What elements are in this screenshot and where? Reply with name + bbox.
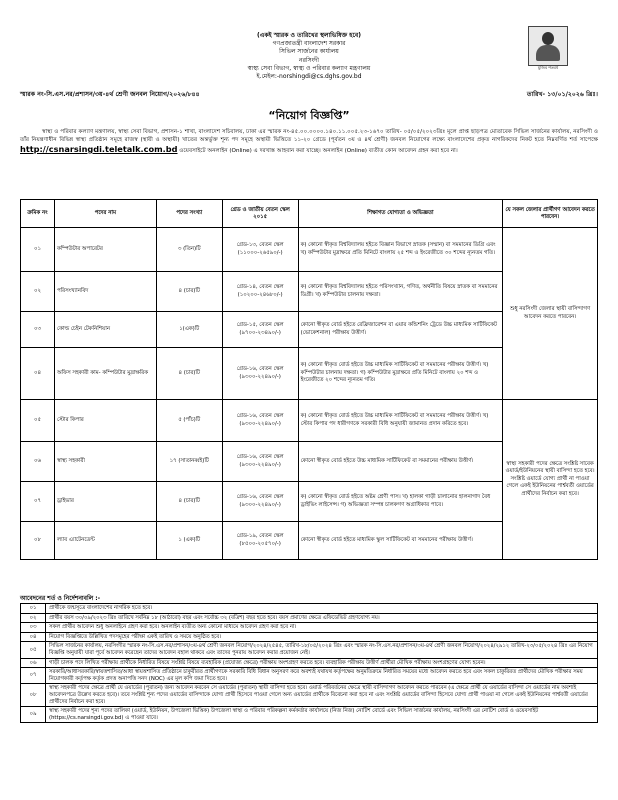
condition-number: ০৮ — [21, 684, 46, 707]
intro-text-2: ওয়েবসাইটে অনলাইন (Online) এ দরখাস্ত আহবান করা যাচ্ছে। অনলাইন (Online) ব্যতীত কোন আবেদন গ্রহন করা হবে না। — [179, 147, 458, 154]
conditions-table — [20, 603, 598, 723]
condition-row — [21, 613, 598, 623]
condition-text: প্রার্থীর বয়স ৩০/০৯/২০২৩ খ্রিঃ তারিখে সর্বনিম্ন ১৮ (আঠারো) বছর এবং সর্বোচ্চ ৩২ (বত্রিশ) বছর হতে হবে। বয়স প্রমাণের ক্ষেত্রে এফিডেভিট গ্রহণযোগ্য নয়। — [46, 613, 598, 623]
eligible-districts-b: স্বাস্থ্য সহকারী পদের ক্ষেত্রে সংশ্লিষ্ট সাবেক ওয়ার্ড/ইউনিয়নের স্থায়ী বাসিন্দা হতে হবে। সংশ্লিষ্ট ওয়ার্ডে যোগ্য প্রার্থী না পাওয়া গেলে একই ইউনিয়নের পার্শ্ববর্তী ওয়ার্ডের প্রার্থীদের নির্বাচন করা হবে। — [503, 400, 598, 560]
condition-number: ০৩ — [21, 623, 46, 633]
condition-number: ০৯ — [21, 707, 46, 723]
condition-text: নিয়োগ বিজ্ঞপ্তিতে উল্লিখিত পদসমূহের পরীক্ষা একই তারিখ ও সময়ে অনুষ্ঠিত হবে। — [46, 632, 598, 642]
portrait-caption: মুজিব শতবর্ষ — [537, 65, 559, 70]
condition-text: স্বাস্থ্য সহকারী পদের শূন্য পদের তালিকা (ওয়ার্ড, ইউনিয়ন, উপজেলা ভিত্তিক) উপজেলা স্বাস্থ্য ও পরিবার পরিকল্পনা কর্মকর্তার কার্যালয়ে (নিজ নিজ) নোটিশ বোর্ডে এবং সিভিল সার্জনের কার্যালয়, নরসিংদী এর নোটিশ বোর্ড ও ওয়েবসাইট (https://cs.narsingdi.gov.bd) এ পাওয়া যাবে। — [46, 707, 598, 723]
office-email: ই.মেইল:-norshingdi@cs.dghs.gov.bd — [256, 73, 362, 81]
condition-text: স্বাস্থ্য সহকারী পদের ক্ষেত্রে প্রার্থী যে ওয়ার্ডের (পুরাতন) জন্য আবেদন করবেন সে ওয়ার্ডের (পুরাতন) স্থায়ী বাসিন্দা হতে হবে। ওয়ার্ড পরিবর্তনের ক্ষেত্রে স্থায়ী বাসিন্দাগণ আবেদন করতে পারবেন (এ ক্ষেত্রে প্রার্থী যে ওয়ার্ডের বাসিন্দা সে ওয়ার্ডের নাম অবশ্যই আবেদনপত্রে উল্লেখ করতে হবে)। তবে সংশ্লিষ্ট শূন্য পদের ওয়ার্ডের বাসিন্দাকে যোগ্য প্রার্থী হিসেবে পাওয়া গেলে অন্য ওয়ার্ডের প্রার্থীকে বিবেচনা করা হবে না এবং সংশ্লিষ্ট ওয়ার্ডের বাসিন্দা হিসেবে যোগ্য প্রার্থী পাওয়া না গেলে একই ইউনিয়নের পার্শ্ববর্তী ওয়ার্ডের প্রার্থীদের নির্বাচন করা হবে। — [46, 684, 598, 707]
intro-paragraph — [20, 128, 598, 155]
intro-text: স্বাস্থ্য ও পরিবার কল্যাণ মন্ত্রণালয়, স্বাস্থ্য সেবা বিভাগ, প্রশাসন-১ শাখা, বাংলাদেশ সচিবালয়, ঢাকা এর স্মারক নং-৪৫.০০.০০০০.১৪০.১১.০০৫.২৩-১৬৭০ তারিখ- ০৫/০৫/২০২৩খ্রিঃ মূলে প্রাপ্ত ছাড়পত্র মোতাবেক সিভিল সার্জনের কার্যালয়, নরসিংদী ও তাঁর নিয়ন্ত্রণাধীন বিভিন্ন স্বাস্থ্য প্রতিষ্ঠান সমূহে রাজস্ব (স্থায়ী ও অস্থায়ী) খাতের অন্তর্ভুক্ত শূন্য পদ সমূহে অস্থায়ী ভিত্তিতে ১১-২০ গ্রেডে (পূর্বতন ৩য় ও ৪র্থ শ্রেণী) জনবল নিয়োগের লক্ষ্যে বাংলাদেশের প্রকৃত নাগরিকদের নিকট হতে নিম্নবর্ণিত শর্ত সাপেক্ষে — [20, 129, 598, 144]
vacancy-table — [20, 199, 598, 560]
table-row: ০১ কম্পিউটার অপারেটর ৩ (তিন)টি গ্রেড-১৩, বেতন স্কেল (১১০০০-২৬৫৯০/-) ক) কোনো স্বীকৃত বিশ্ববিদ্যালয় হইতে বিজ্ঞান বিভাগে স্নাতক (সম্মান) বা সমমানের ডিগ্রি এবং খ) কম্পিউটার মুদ্রাক্ষরে প্রতি মিনিটে বাংলায় ২৫ শব্দ ও ইংরেজীতে ৩০ শব্দের ন্যূনতম গতি। শুধু নরসিংদী জেলার স্থায়ী বাসিন্দাগণ আবেদন করতে পারবেন। — [21, 228, 598, 272]
col-grade: গ্রেড ও জাতীয় বেতন স্কেল ২০১৫ — [222, 200, 298, 228]
col-serial: ক্রমিক নং — [21, 200, 55, 228]
condition-number: ০৭ — [21, 668, 46, 684]
application-website-link[interactable]: http://csnarsingdi.teletalk.com.bd — [20, 143, 178, 154]
condition-row — [21, 684, 598, 707]
condition-row — [21, 623, 598, 633]
table-row: ০২ পরিসংখ্যানবিদ ৪ (চার)টি গ্রেড-১৪, বেতন স্কেল (১০২০০-২৪৬৮০/-) ক) কোনো স্বীকৃত বিশ্ববিদ্যালয় হইতে পরিসংখ্যান, গণিত, অর্থনীতি বিষয়ে স্নাতক বা সমমানের ডিগ্রী। খ) কম্পিউটার চালনায় দক্ষতা। — [21, 272, 598, 312]
eligible-districts-a: শুধু নরসিংদী জেলার স্থায়ী বাসিন্দাগণ আবেদন করতে পারবেন। — [503, 228, 598, 400]
condition-row — [21, 668, 598, 684]
condition-row — [21, 604, 598, 614]
condition-text: সরকারি/আধাসরকারি/স্বায়ত্তশাসিত/আধা স্বায়ত্তশাসিত প্রতিষ্ঠানে চাকুরীরত প্রার্থীগণকে সরকারি বিধি বিধান অনুসরণ করে অবশ্যই যথাযথ কর্তৃপক্ষের অনুমতিক্রমে নির্ধারিত সময়ের মধ্যে আবেদন করতে হবে এবং সকল চাকুরিরত প্রার্থীদের মৌখিক পরীক্ষার সময় নিয়োগকারী কর্তৃপক্ষ কর্তৃক প্রদত্ত অনাপত্তি সনদ (NOC) এর মূল কপি জমা দিতে হবে। — [46, 668, 598, 684]
condition-text: সকল প্রার্থীর আবেদন শুধু অনলাইনে গ্রহণ করা হবে। অনলাইন ব্যতীত অন্য কোনো মাধ্যমে আবেদন গ্রহণ করা হবে না। — [46, 623, 598, 633]
condition-text: প্রার্থীকে জন্মসূত্রে বাংলাদেশের নাগরিক হতে হবে। — [46, 604, 598, 614]
condition-row — [21, 707, 598, 723]
condition-number: ০২ — [21, 613, 46, 623]
col-post: পদের নাম — [54, 200, 156, 228]
condition-number: ০৬ — [21, 658, 46, 668]
portrait-image — [528, 26, 568, 70]
district-name: নরসিংদী — [298, 56, 319, 64]
condition-number: ০১ — [21, 604, 46, 614]
col-qualification: শিক্ষাগত যোগ্যতা ও অভিজ্ঞতা — [298, 200, 503, 228]
col-count: পদের সংখ্যা — [156, 200, 222, 228]
condition-row — [21, 658, 598, 668]
col-eligible-districts: যে সকল জেলার প্রার্থীগণ আবেদন করতে পারবেন। — [503, 200, 598, 228]
table-header-row — [21, 200, 598, 228]
condition-text: সিভিল সার্জনের কার্যালয়, নরসিংদীর স্মারক নং-সি.এস.নর/প্রশাসন/৩য়-৪র্থ শ্রেণী জনবল নিয়োগ/২০২৪/২৫৪৫, তারিখ-১৮/০৫/২০২৪ খ্রিঃ এবং স্মারক নং-সি.এস.নর/প্রশাসন/৩য়-৪র্থ শ্রেণী জনবল নিয়োগ/২০২৪/২৯১২ তারিখ-২৩/০৫/২০২৪ খ্রিঃ এর নিয়োগ বিজ্ঞপ্তি অনুযায়ী যারা পূর্বে আবেদন করেছেন তাদের আবেদন বহাল থাকবে এবং তাদের পুনরায় আবেদন করার প্রয়োজন নেই। — [46, 642, 598, 658]
table-row: ০৮ ল্যাব এ্যাটেনডেন্ট ১ (এক)টি গ্রেড-১৯, বেতন স্কেল (৮৫০০-২০৫৭০/-) কোনো স্বীকৃত বোর্ড হইতে মাধ্যমিক স্কুল সার্টিফিকেট বা সমমানের পরীক্ষায় উত্তীর্ণ। — [21, 522, 598, 560]
ministry-name: স্বাস্থ্য সেবা বিভাগ, স্বাস্থ্য ও পরিবার কল্যাণ মন্ত্রণালয় — [247, 64, 371, 72]
condition-row — [21, 632, 598, 642]
notice-title: “নিয়োগ বিজ্ঞপ্তি” — [268, 109, 350, 122]
condition-text: গাড়ী চালক পদে লিখিত পরীক্ষায় প্রার্থীকে নির্ধারিত বিষয়ে সংশ্লিষ্ট বিষয়ে ব্যবহারিক (প্রযোজ্য ক্ষেত্রে) পরীক্ষায় অংশগ্রহণ করতে হবে। ব্যবহারিক পরীক্ষায় উত্তীর্ণ প্রার্থীরা মৌখিক পরীক্ষায় অংশগ্রহণের যোগ্য হবেন। — [46, 658, 598, 668]
table-row: ০৫ স্টোর কিপার ৫ (পাঁচ)টি গ্রেড-১৬, বেতন স্কেল (৯৩০০-২২৪৯০/-) ক) কোনো স্বীকৃত বোর্ড হইতে উচ্চ মাধ্যমিক সার্টিফিকেট বা সমমানের পরীক্ষায় উত্তীর্ণ। খ) স্টোর কিপার পদ ধারীগণকে সরকারী বিধি অনুযায়ী জামানত প্রদান করিতে হবে। স্বাস্থ্য সহকারী পদের ক্ষেত্রে সংশ্লিষ্ট সাবেক ওয়ার্ড/ইউনিয়নের স্থায়ী বাসিন্দা হতে হবে। সংশ্লিষ্ট ওয়ার্ডে যোগ্য প্রার্থী না পাওয়া গেলে একই ইউনিয়নের পার্শ্ববর্তী ওয়ার্ডের প্রার্থীদের নির্বাচন করা হবে। — [21, 400, 598, 442]
condition-number: ০৪ — [21, 632, 46, 642]
office-name: সিভিল সার্জনের কার্যালয় — [279, 48, 339, 56]
conditions-title: আবেদনের শর্ত ও নির্দেশনাবলি :- — [20, 595, 101, 602]
table-row: ০৬ স্বাস্থ্য সহকারী ১৭ (সাতানব্বই)টি গ্রেড-১৬, বেতন স্কেল (৯৩০০-২২৪৯০/-) কোনো স্বীকৃত বোর্ড হইতে উচ্চ মাধ্যমিক সার্টিফিকেট বা সমমানের পরীক্ষায় উত্তীর্ণ। — [21, 442, 598, 482]
memo-number: স্মারক নং-সি.এস.নর/প্রশাসন/৩য়-৪র্থ শ্রেণী জনবল নিয়োগ/২০২৬/৮৪৪ — [20, 91, 200, 98]
letterhead — [0, 32, 618, 81]
condition-row — [21, 642, 598, 658]
govt-name: গণপ্রজাতন্ত্রী বাংলাদেশ সরকার — [272, 40, 346, 48]
table-row: ০৩ কোল্ড চেইন টেকনিশিয়ান ১(এক)টি গ্রেড-১৫, বেতন স্কেল (৯৭০০-২৩৪৯০/-) কোনো স্বীকৃত বোর্ড হইতে রেফ্রিজারেশন বা এয়ার কন্ডিশনিং ট্রেডে উচ্চ মাধ্যমিক সার্টিফিকেট (ভোকেশনাল) পরীক্ষায় উত্তীর্ণ। — [21, 312, 598, 348]
table-row: ০৭ ড্রাইভার ৪ (চার)টি গ্রেড-১৬, বেতন স্কেল (৯৩০০-২২৪৯০/-) ক) কোনো স্বীকৃত বোর্ড হইতে অষ্টম শ্রেণী পাস। খ) হালকা গাড়ী চালানোর হালনাগাদ বৈধ ড্রাইভিং লাইসেন্স। গ) অভিজ্ঞতা সম্পন্ন চালকগণ অগ্রাধিকার পাবে। — [21, 482, 598, 522]
condition-number: ০৫ — [21, 642, 46, 658]
memo-date: তারিখ- ১৩/০১/২০২৬ খ্রিঃ। — [526, 91, 598, 98]
replacement-note: (একই স্মারক ও তারিখের স্থলাভিষিক্ত হবে) — [257, 32, 361, 39]
table-row: ০৪ অফিস সহকারী কাম- কম্পিউটার মুদ্রাক্ষরিক ৪ (চার)টি গ্রেড-১৬, বেতন স্কেল (৯৩০০-২২৪৯০/-) ক) কোনো স্বীকৃত বোর্ড হইতে উচ্চ মাধ্যমিক সার্টিফিকেট বা সমমানের পরীক্ষায় উত্তীর্ণ। খ) কম্পিউটার চালনায় দক্ষতা। গ) কম্পিউটার মুদ্রাক্ষরে প্রতি মিনিটে বাংলায় ২০ শব্দ ও ইংরেজীতে ২০ শব্দের ন্যূনতম গতি। — [21, 348, 598, 400]
reference-line — [20, 89, 598, 99]
